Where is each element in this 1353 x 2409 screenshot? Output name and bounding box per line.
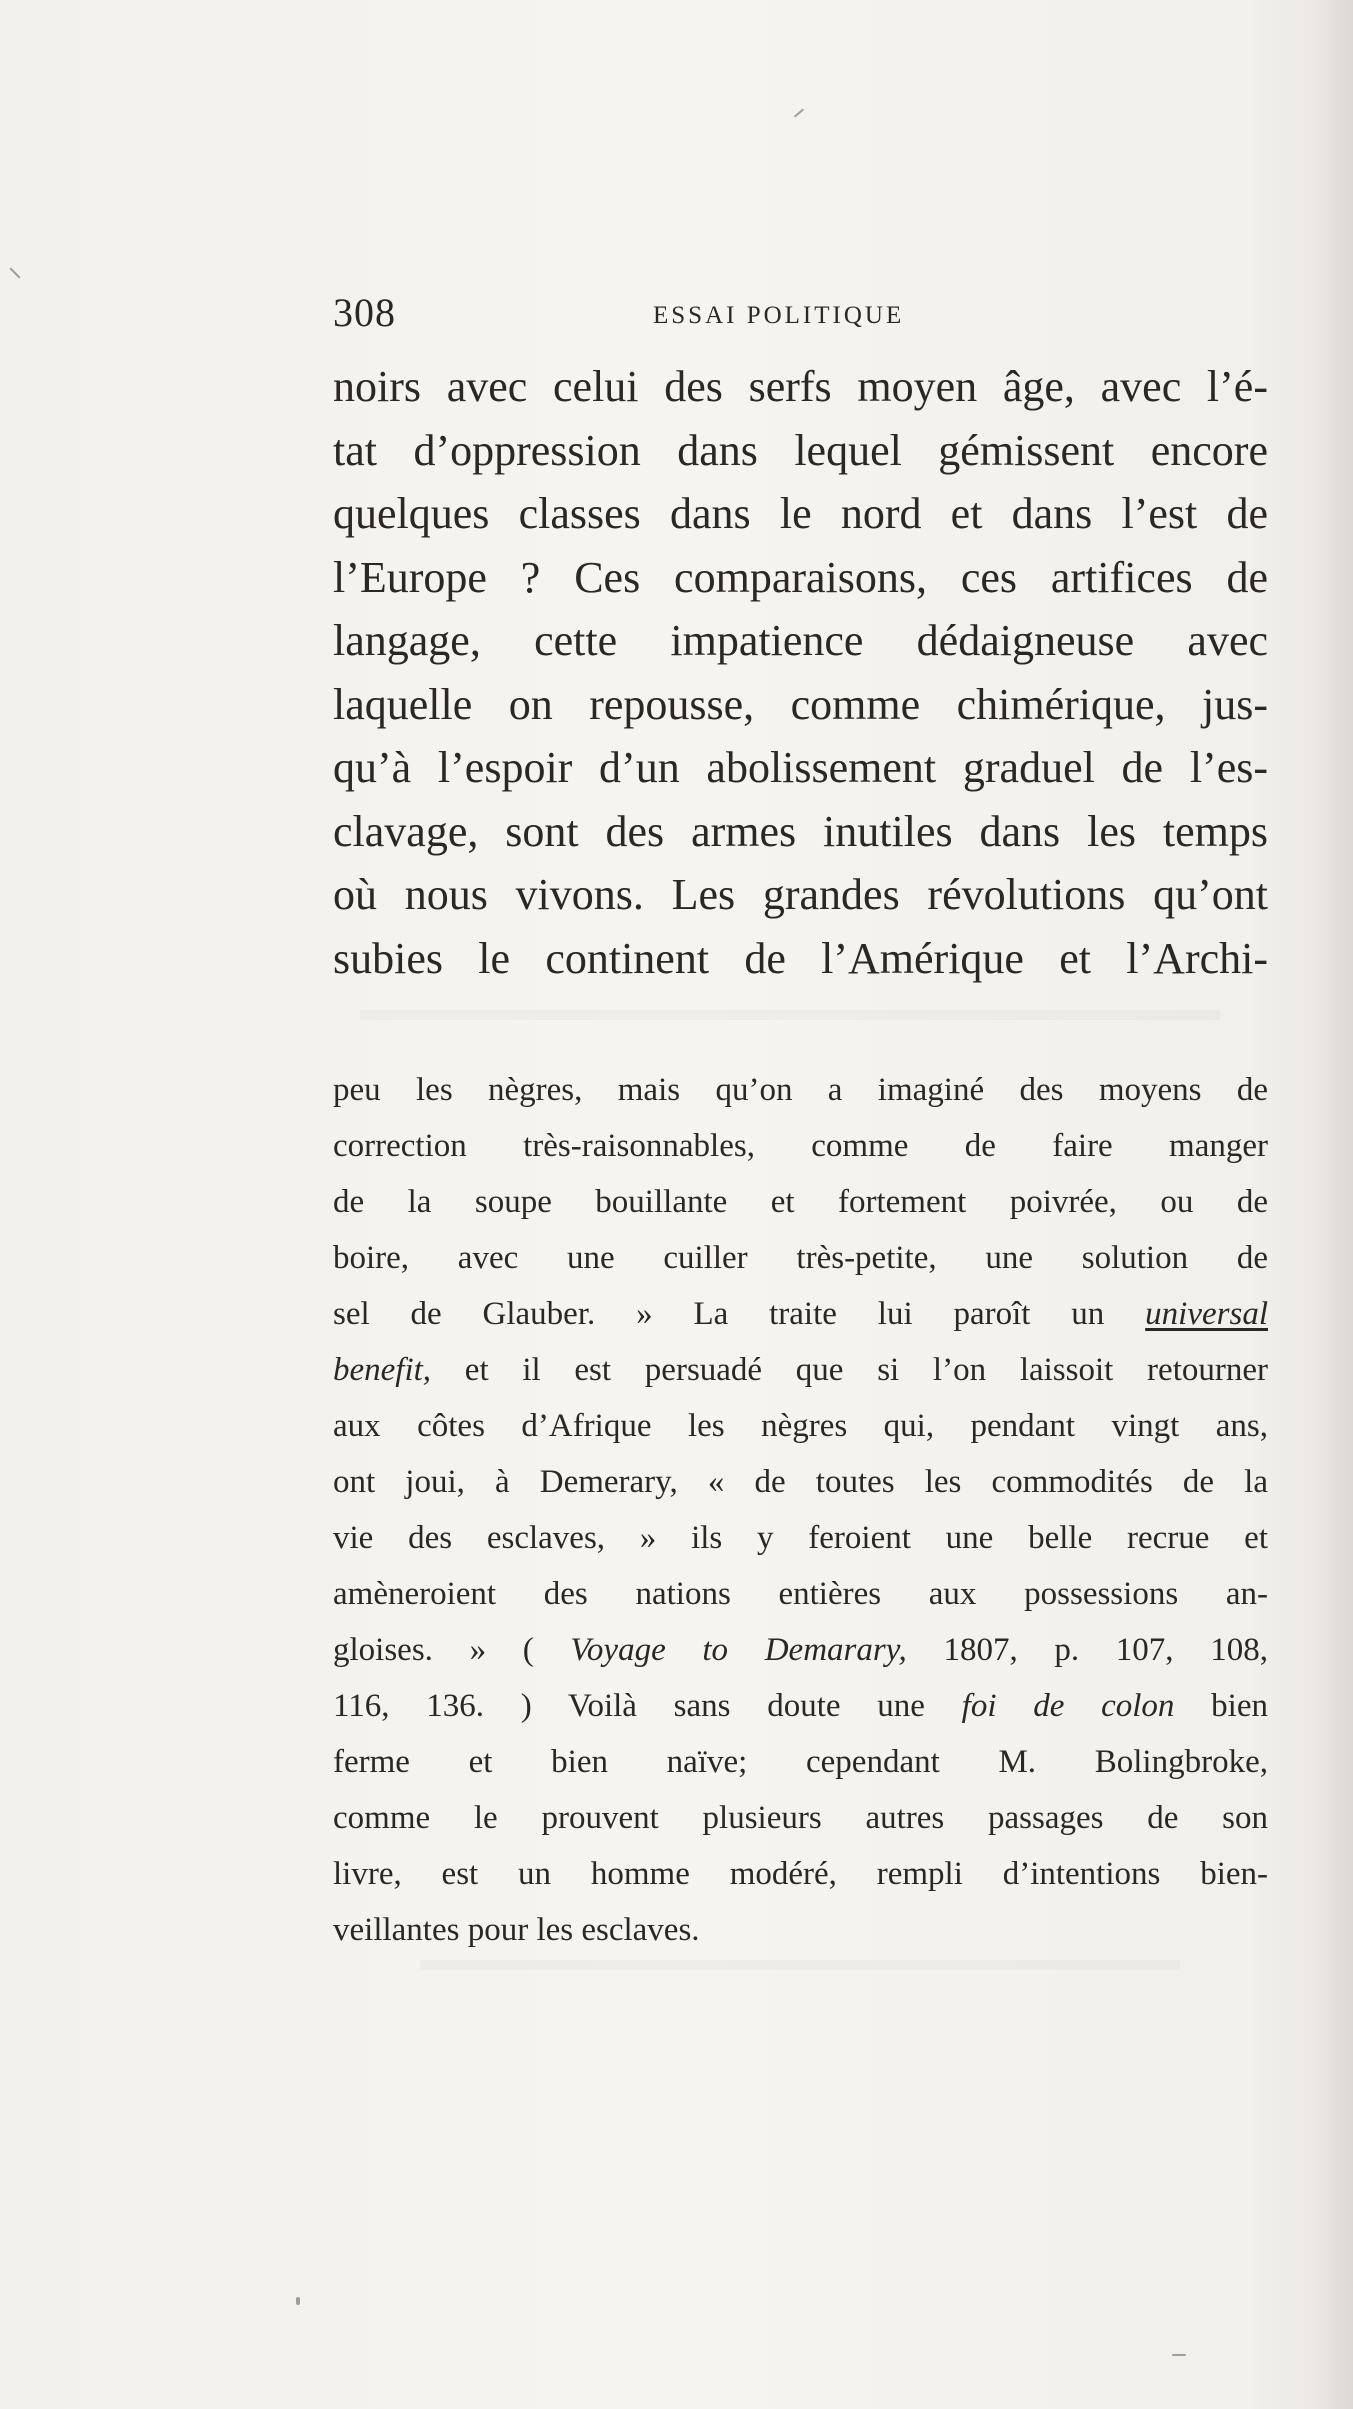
body-line: quelques classes dans le nord et dans l’est de xyxy=(333,489,1268,538)
footnote-text: gloises. » ( xyxy=(333,1632,571,1668)
footnote-line: livre, est un homme modéré, rempli d’intentions bien- xyxy=(333,1856,1268,1892)
footnote-line: comme le prouvent plusieurs autres passages de son xyxy=(333,1800,1268,1836)
page-number: 308 xyxy=(333,290,396,335)
body-line: clavage, sont des armes inutiles dans les temps xyxy=(333,806,1268,856)
show-through-mark xyxy=(360,1010,1220,1020)
footnote-line: boire, avec une cuiller très-petite, une solution de xyxy=(333,1240,1268,1276)
body-line: subies le continent de l’Amérique et l’Archi- xyxy=(333,933,1268,983)
footnote-line: vie des esclaves, » ils y feroient une belle recrue et xyxy=(333,1520,1268,1556)
footnote-line xyxy=(333,1342,1268,1398)
footnote xyxy=(333,1062,1268,1958)
paper-speck xyxy=(794,108,804,117)
running-head: ESSAI POLITIQUE xyxy=(653,302,905,329)
footnote-text: 116, 136. ) Voilà sans doute une xyxy=(333,1688,962,1724)
footnote-line: peu les nègres, mais qu’on a imaginé des moyens de xyxy=(333,1072,1268,1108)
footnote-line xyxy=(333,1286,1268,1342)
show-through-mark xyxy=(420,1960,1180,1970)
footnote-line: de la soupe bouillante et fortement poivrée, ou de xyxy=(333,1184,1268,1220)
page-edge-shadow xyxy=(1313,0,1353,2409)
body-line: noirs avec celui des serfs moyen âge, avec l’é- xyxy=(333,362,1268,411)
body-line: l’Europe ? Ces comparaisons, ces artifices de xyxy=(333,552,1268,602)
paper-speck xyxy=(296,2297,300,2305)
footnote-line xyxy=(333,1678,1268,1734)
footnote-text: et il est persuadé que si l’on laissoit retourner xyxy=(431,1352,1268,1388)
footnote-line: correction très-raisonnables, comme de faire manger xyxy=(333,1128,1268,1164)
main-body-text xyxy=(333,355,1268,990)
footnote-italic-text: Voyage to Demarary, xyxy=(570,1632,907,1668)
footnote-italic-text: benefit, xyxy=(333,1352,432,1388)
paper-speck xyxy=(1172,2354,1186,2356)
footnote-italic-text: foi de colon xyxy=(961,1688,1175,1724)
body-line: où nous vivons. Les grandes révolutions qu’ont xyxy=(333,870,1268,919)
footnote-line: aux côtes d’Afrique les nègres qui, pendant vingt ans, xyxy=(333,1408,1268,1444)
paper-speck xyxy=(9,267,20,278)
footnote-line: ont joui, à Demerary, « de toutes les commodités de la xyxy=(333,1464,1268,1500)
body-line: tat d’oppression dans lequel gémissent encore xyxy=(333,425,1268,475)
footnote-line xyxy=(333,1622,1268,1678)
body-line: qu’à l’espoir d’un abolissement graduel de l’es- xyxy=(333,743,1268,792)
footnote-text: 1807, p. 107, 108, xyxy=(906,1632,1268,1668)
footnote-line: ferme et bien naïve; cependant M. Bolingbroke, xyxy=(333,1744,1268,1780)
body-line: langage, cette impatience dédaigneuse avec xyxy=(333,616,1268,665)
footnote-text: bien xyxy=(1174,1688,1268,1724)
page-header xyxy=(333,288,1273,338)
footnote-text: sel de Glauber. » La traite lui paroît un xyxy=(333,1296,1146,1332)
footnote-line: veillantes pour les esclaves. xyxy=(333,1912,700,1948)
footnote-italic-text: universal xyxy=(1145,1296,1268,1332)
footnote-line: amèneroient des nations entières aux possessions an- xyxy=(333,1576,1268,1612)
body-line: laquelle on repousse, comme chimérique, jus- xyxy=(333,679,1268,729)
